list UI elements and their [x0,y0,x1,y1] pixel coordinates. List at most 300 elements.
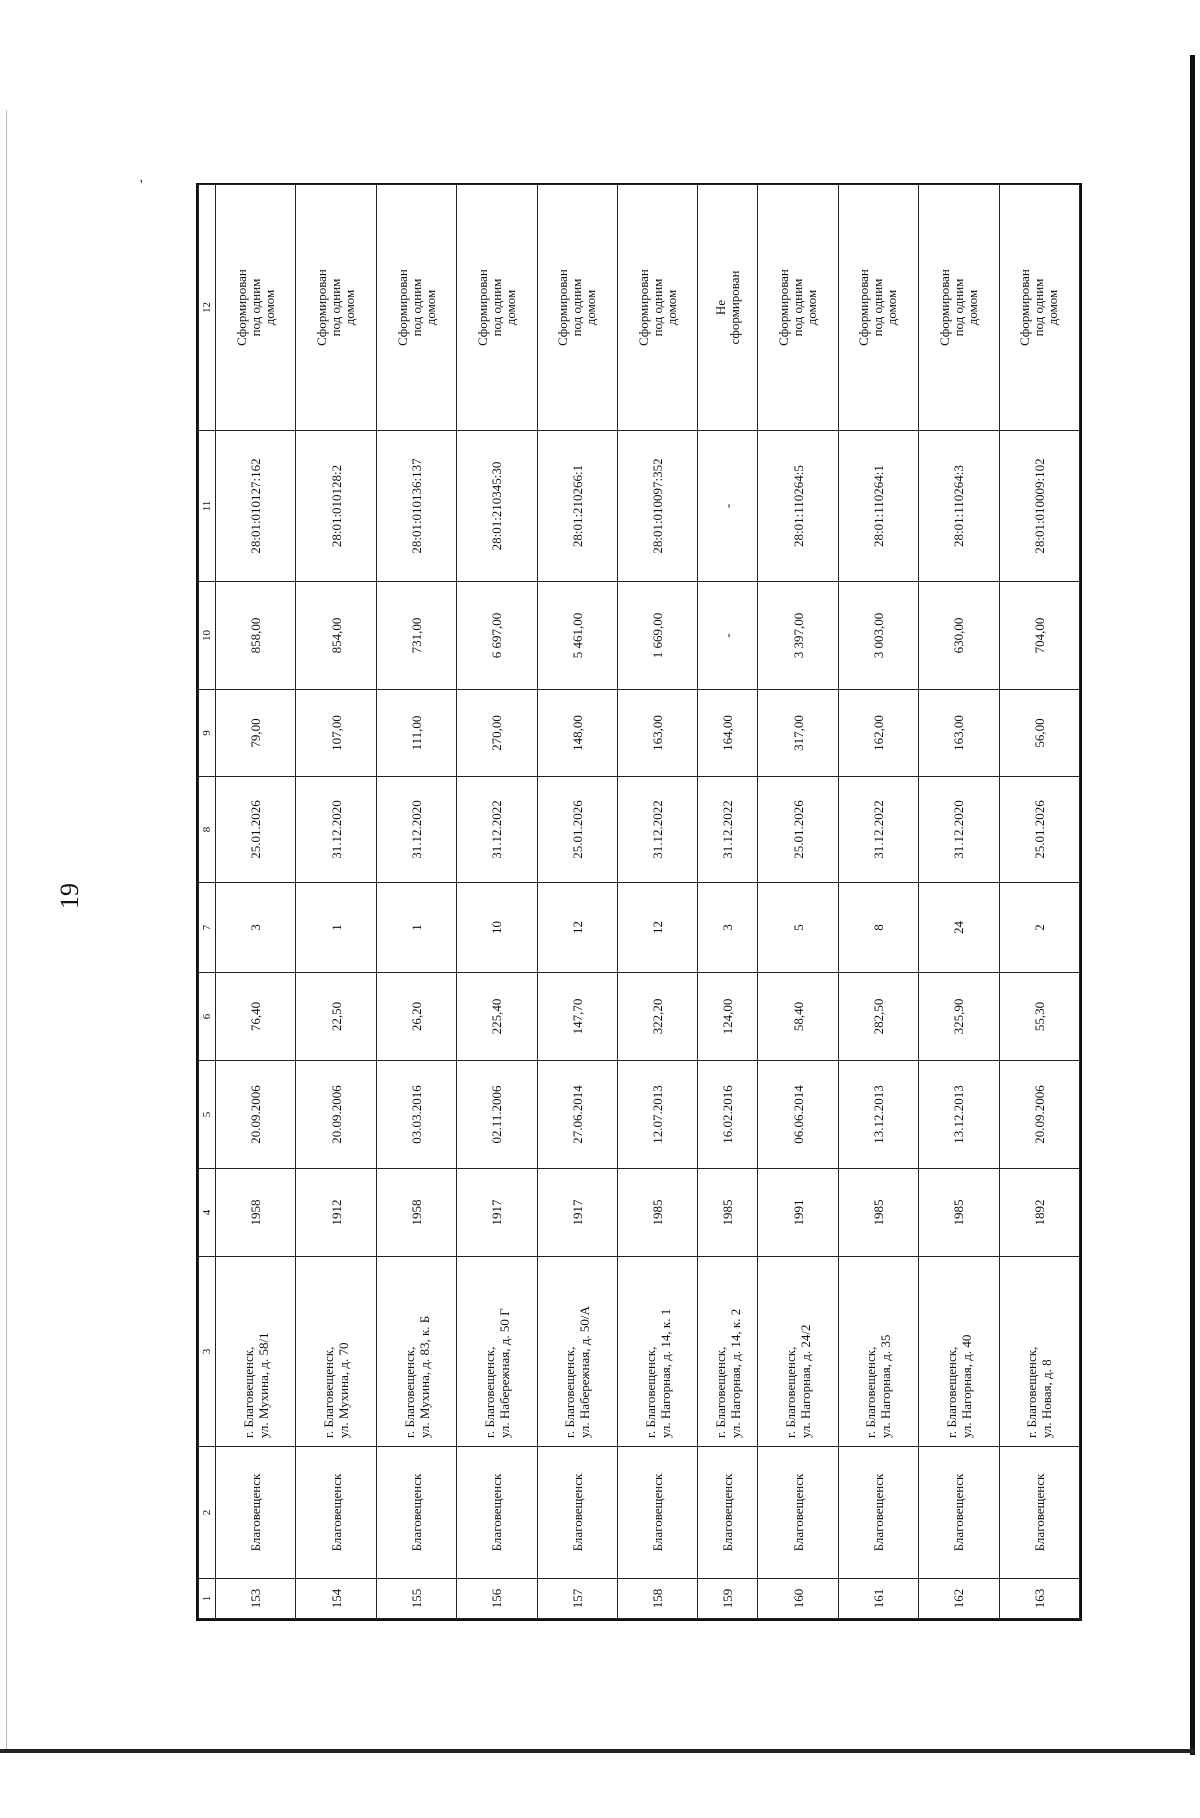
year-line: 1958 [248,1199,264,1226]
cadastral-number-line: 28:01:010127:162 [248,458,264,554]
count-cell [296,883,376,973]
status-cell [698,185,758,431]
cadastral-number-cell [618,431,698,582]
status-cell [216,185,296,431]
address-line: ул. Мухина, д. 58/1 [255,1332,271,1438]
column-9-cell [758,690,838,777]
row-number-line: 162 [951,1588,967,1609]
year-line: 1917 [569,1199,585,1226]
cadastral-number-cell [216,431,296,582]
address-line: ул. Нагорная, д. 14, к. 1 [657,1308,673,1438]
area-cell [296,973,376,1061]
table-body [199,185,1080,1619]
city-cell [838,1447,918,1579]
row-number-line: 158 [650,1588,666,1609]
count-line: 3 [720,924,736,931]
status-cell [618,185,698,431]
scan-bottom-border [0,1749,1195,1753]
date-cell [296,1061,376,1169]
column-9-cell [216,690,296,777]
city-cell [296,1447,376,1579]
address-line: ул. Нагорная, д. 40 [958,1334,974,1438]
address-line: г. Благовещенск, [712,1346,728,1438]
address-line: г. Благовещенск, [481,1346,497,1438]
row-number-cell [758,1579,838,1619]
area-cell [758,973,838,1061]
area-line: 325,90 [951,998,967,1035]
count-line: 24 [951,921,967,934]
row-number-line: 157 [569,1588,585,1609]
table-row [838,185,918,1619]
status-line: Сформирован [314,269,330,346]
count-cell [919,883,999,973]
column-9-cell [376,690,456,777]
area-line: 147,70 [569,998,585,1035]
city-cell [457,1447,537,1579]
address-line: г. Благовещенск, [562,1346,578,1438]
stray-mark: ' [140,178,143,193]
deadline-line: 31.12.2022 [870,800,886,859]
row-number-line: 163 [1031,1588,1047,1609]
city-line: Благовещенск [1031,1473,1047,1552]
column-10-cell [698,582,758,690]
table-row [537,185,617,1619]
city-cell [376,1447,456,1579]
area-line: 22,50 [328,1001,344,1032]
year-cell [376,1169,456,1257]
address-cell [376,1257,456,1447]
column-number: 3 [199,1257,216,1447]
date-line: 13.12.2013 [870,1085,886,1144]
table-row [618,185,698,1619]
column-10-line: 5 461,00 [569,612,585,659]
deadline-line: 25.01.2026 [790,800,806,859]
date-line: 06.06.2014 [790,1085,806,1144]
column-number: 8 [199,777,216,883]
deadline-line: 31.12.2020 [951,800,967,859]
table-row [457,185,537,1619]
status-line: домом [804,289,820,326]
year-cell [216,1169,296,1257]
column-9-line: 163,00 [650,715,666,751]
count-cell [618,883,698,973]
address-line: г. Благовещенск, [783,1346,799,1438]
row-number-cell [457,1579,537,1619]
address-cell [537,1257,617,1447]
row-number-cell [618,1579,698,1619]
column-number: 5 [199,1061,216,1169]
row-number-cell [537,1579,617,1619]
count-cell [999,883,1079,973]
column-9-cell [838,690,918,777]
column-10-line: 858,00 [248,617,264,654]
date-cell [838,1061,918,1169]
status-line: домом [663,289,679,326]
area-cell [999,973,1079,1061]
deadline-line: 25.01.2026 [248,800,264,859]
city-cell [698,1447,758,1579]
table-row [296,185,376,1619]
area-cell [216,973,296,1061]
deadline-cell [758,777,838,883]
status-line: домом [964,289,980,326]
address-line: г. Благовещенск, [240,1346,256,1438]
date-cell [457,1061,537,1169]
address-line: г. Благовещенск, [863,1346,879,1438]
year-line: 1912 [328,1199,344,1226]
status-cell [919,185,999,431]
rotated-table-wrapper [198,185,1080,1619]
column-number: 12 [199,185,216,431]
status-cell [376,185,456,431]
status-line: Сформирован [936,269,952,346]
row-number-cell [376,1579,456,1619]
status-line: под одним [569,278,585,337]
area-cell [698,973,758,1061]
status-line: Сформирован [394,269,410,346]
year-cell [618,1169,698,1257]
area-line: 26,20 [409,1001,425,1032]
deadline-cell [457,777,537,883]
column-9-line: 107,00 [328,715,344,751]
address-cell [296,1257,376,1447]
column-10-line: 6 697,00 [489,612,505,659]
area-cell [618,973,698,1061]
address-line: г. Благовещенск, [1024,1346,1040,1438]
status-cell [838,185,918,431]
column-9-line: 164,00 [720,715,736,751]
year-line: 1985 [650,1199,666,1226]
year-cell [296,1169,376,1257]
column-10-cell [457,582,537,690]
status-line: домом [261,289,277,326]
year-line: 1985 [870,1199,886,1226]
status-line: домом [583,289,599,326]
column-10-cell [618,582,698,690]
deadline-line: 31.12.2020 [328,800,344,859]
area-line: 322,20 [650,998,666,1035]
deadline-cell [376,777,456,883]
row-number-cell [919,1579,999,1619]
deadline-cell [838,777,918,883]
status-line: домом [1045,289,1061,326]
date-cell [537,1061,617,1169]
status-line: под одним [950,278,966,337]
cadastral-number-cell [376,431,456,582]
column-9-line: 317,00 [790,715,806,751]
column-10-cell [919,582,999,690]
address-cell [618,1257,698,1447]
cadastral-number-line: 28:01:210345:30 [489,461,505,551]
count-cell [376,883,456,973]
status-line: домом [502,289,518,326]
area-line: 124,00 [720,998,736,1035]
status-line: Сформирован [474,269,490,346]
year-cell [838,1169,918,1257]
city-cell [919,1447,999,1579]
column-number: 10 [199,582,216,690]
column-9-line: 270,00 [489,715,505,751]
date-line: 02.11.2006 [489,1085,505,1144]
status-line: под одним [488,278,504,337]
row-number-cell [296,1579,376,1619]
cadastral-number-line: 28:01:110264:1 [870,465,886,547]
cadastral-number-cell [457,431,537,582]
housing-registry-table [198,184,1080,1619]
date-line: 20.09.2006 [248,1085,264,1144]
status-line: домом [342,289,358,326]
city-line: Благовещенск [409,1473,425,1552]
column-10-line: 3 397,00 [790,612,806,659]
row-number-line: 153 [248,1588,264,1609]
address-line: г. Благовещенск, [943,1346,959,1438]
date-cell [758,1061,838,1169]
date-line: 20.09.2006 [328,1085,344,1144]
deadline-cell [999,777,1079,883]
date-line: 12.07.2013 [650,1085,666,1144]
year-cell [758,1169,838,1257]
year-cell [999,1169,1079,1257]
date-line: 03.03.2016 [409,1085,425,1144]
city-line: Благовещенск [870,1473,886,1552]
column-10-line: 1 669,00 [650,612,666,659]
column-10-cell [758,582,838,690]
column-9-line: 148,00 [569,715,585,751]
city-line: Благовещенск [951,1473,967,1552]
area-line: 282,50 [870,998,886,1035]
deadline-cell [537,777,617,883]
count-cell [698,883,758,973]
address-cell [758,1257,838,1447]
address-line: ул. Новая, д. 8 [1039,1359,1055,1438]
city-line: Благовещенск [248,1473,264,1552]
address-line: ул. Нагорная, д. 35 [878,1334,894,1438]
status-cell [758,185,838,431]
column-number: 6 [199,973,216,1061]
date-line: 13.12.2013 [951,1085,967,1144]
status-line: под одним [870,278,886,337]
count-cell [838,883,918,973]
column-10-line: 630,00 [951,617,967,654]
row-number-cell [698,1579,758,1619]
column-10-cell [216,582,296,690]
column-10-cell [296,582,376,690]
cadastral-number-cell [999,431,1079,582]
column-9-line: 162,00 [870,715,886,751]
date-cell [216,1061,296,1169]
status-line: Сформирован [1017,269,1033,346]
row-number-cell [216,1579,296,1619]
city-line: Благовещенск [569,1473,585,1552]
year-cell [698,1169,758,1257]
year-line: 1917 [489,1199,505,1226]
area-line: 76,40 [248,1001,264,1032]
address-cell [698,1257,758,1447]
status-line: Сформирован [555,269,571,346]
cadastral-number-cell [296,431,376,582]
cadastral-number-cell [537,431,617,582]
count-cell [216,883,296,973]
city-line: Благовещенск [720,1473,736,1552]
deadline-line: 31.12.2022 [720,800,736,859]
status-line: Сформирован [856,269,872,346]
date-line: 20.09.2006 [1031,1085,1047,1144]
column-10-cell [999,582,1079,690]
address-line: ул. Мухина, д. 70 [336,1342,352,1438]
row-number-line: 155 [409,1588,425,1609]
area-line: 55,30 [1031,1001,1047,1032]
count-line: 12 [569,921,585,934]
address-line: ул. Мухина, д. 83, к. Б [416,1315,432,1438]
address-line: г. Благовещенск, [321,1346,337,1438]
column-10-line: - [720,633,736,638]
address-line: ул. Нагорная, д. 14, к. 2 [727,1308,743,1438]
year-cell [457,1169,537,1257]
column-9-line: 56,00 [1031,718,1047,748]
column-10-cell [376,582,456,690]
count-cell [457,883,537,973]
cadastral-number-cell [698,431,758,582]
cadastral-number-line: 28:01:110264:5 [790,465,806,547]
status-line: под одним [649,278,665,337]
status-cell [999,185,1079,431]
count-line: 1 [409,924,425,931]
status-line: под одним [247,278,263,337]
cadastral-number-line: 28:01:110264:3 [951,465,967,547]
count-line: 8 [870,924,886,931]
address-line: ул. Нагорная, д. 24/2 [798,1324,814,1438]
column-number-row [199,185,216,1619]
deadline-cell [216,777,296,883]
count-line: 2 [1031,924,1047,931]
area-cell [376,973,456,1061]
registry-table-area [196,183,1082,1621]
deadline-cell [919,777,999,883]
status-line: Сформирован [776,269,792,346]
status-cell [296,185,376,431]
column-number: 2 [199,1447,216,1579]
table-row [698,185,758,1619]
area-cell [838,973,918,1061]
status-cell [457,185,537,431]
table-row [376,185,456,1619]
column-9-cell [999,690,1079,777]
deadline-line: 31.12.2022 [650,800,666,859]
address-cell [216,1257,296,1447]
address-line: г. Благовещенск, [401,1346,417,1438]
row-number-cell [999,1579,1079,1619]
year-line: 1958 [409,1199,425,1226]
deadline-cell [618,777,698,883]
status-line: под одним [1031,278,1047,337]
column-9-cell [618,690,698,777]
status-cell [537,185,617,431]
date-cell [999,1061,1079,1169]
area-cell [457,973,537,1061]
column-9-cell [919,690,999,777]
status-line: под одним [328,278,344,337]
count-line: 12 [650,921,666,934]
count-line: 10 [489,921,505,934]
table-row [999,185,1079,1619]
address-line: г. Благовещенск, [642,1346,658,1438]
column-9-cell [457,690,537,777]
page-number [55,876,85,916]
column-9-line: 163,00 [951,715,967,751]
cadastral-number-line: 28:01:010136:137 [409,458,425,554]
count-line: 1 [328,924,344,931]
date-cell [919,1061,999,1169]
date-cell [618,1061,698,1169]
row-number-line: 156 [489,1588,505,1609]
column-number: 9 [199,690,216,777]
column-10-line: 731,00 [409,617,425,654]
cadastral-number-line: 28:01:010097:352 [650,458,666,554]
deadline-line: 25.01.2026 [1031,800,1047,859]
year-line: 1892 [1031,1199,1047,1226]
city-line: Благовещенск [790,1473,806,1552]
city-cell [758,1447,838,1579]
date-line: 16.02.2016 [720,1085,736,1144]
count-cell [537,883,617,973]
city-line: Благовещенск [328,1473,344,1552]
column-10-cell [838,582,918,690]
city-cell [618,1447,698,1579]
column-9-cell [698,690,758,777]
page-number-text: 19 [55,883,84,909]
deadline-cell [296,777,376,883]
table-row [919,185,999,1619]
city-cell [216,1447,296,1579]
city-cell [537,1447,617,1579]
column-number: 7 [199,883,216,973]
column-10-line: 704,00 [1031,617,1047,654]
year-line: 1985 [720,1199,736,1226]
cadastral-number-line: 28:01:210266:1 [569,464,585,548]
year-cell [537,1169,617,1257]
row-number-line: 160 [790,1588,806,1609]
address-line: ул. Набережная, д. 50 Г [496,1308,512,1438]
year-cell [919,1169,999,1257]
deadline-line: 25.01.2026 [569,800,585,859]
status-line: под одним [790,278,806,337]
table-row [216,185,296,1619]
status-line: Сформирован [635,269,651,346]
scan-right-border [1190,55,1195,1755]
cadastral-number-line: - [720,503,736,509]
deadline-line: 31.12.2020 [409,800,425,859]
column-10-line: 3 003,00 [870,612,886,659]
cadastral-number-cell [919,431,999,582]
column-9-line: 111,00 [409,715,425,751]
table-row [758,185,838,1619]
address-cell [457,1257,537,1447]
date-cell [698,1061,758,1169]
address-cell [838,1257,918,1447]
column-9-cell [537,690,617,777]
deadline-line: 31.12.2022 [489,800,505,859]
cadastral-number-line: 28:01:010009:102 [1031,458,1047,554]
area-cell [919,973,999,1061]
column-10-cell [537,582,617,690]
status-line: домом [422,289,438,326]
status-line: домом [884,289,900,326]
count-cell [758,883,838,973]
row-number-line: 161 [870,1588,886,1609]
deadline-cell [698,777,758,883]
address-line: ул. Набережная, д. 50/А [577,1306,593,1438]
area-cell [537,973,617,1061]
